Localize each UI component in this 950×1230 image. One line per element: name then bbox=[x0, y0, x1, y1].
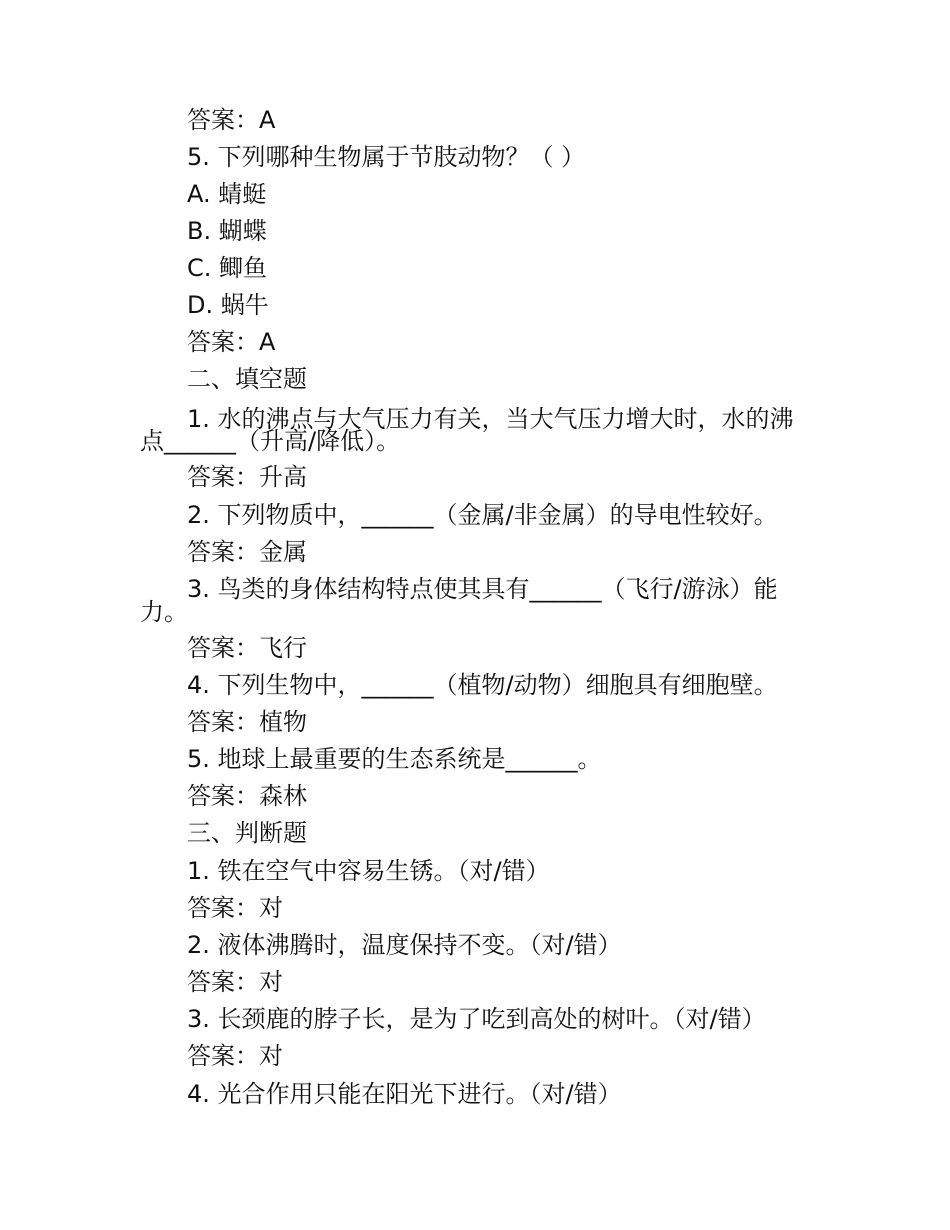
answer-line: 答案：飞行 bbox=[187, 634, 307, 662]
option-line: B. 蝴蝶 bbox=[187, 217, 267, 245]
answer-line: 答案：升高 bbox=[187, 463, 307, 491]
question-line: 3. 长颈鹿的脖子长，是为了吃到高处的树叶。（对/错） bbox=[187, 1005, 766, 1033]
answer-line: 答案：对 bbox=[187, 894, 283, 922]
answer-line: 答案：植物 bbox=[187, 708, 307, 736]
answer-line: 答案：对 bbox=[187, 1042, 283, 1070]
question-line: 1. 水的沸点与大气压力有关，当大气压力增大时，水的沸 bbox=[187, 405, 794, 433]
question-line: 5. 地球上最重要的生态系统是______。 bbox=[187, 745, 602, 773]
answer-line: 答案：森林 bbox=[187, 782, 307, 810]
question-line: 2. 液体沸腾时，温度保持不变。（对/错） bbox=[187, 931, 622, 959]
question-line: 2. 下列物质中，______（金属/非金属）的导电性较好。 bbox=[187, 501, 778, 529]
answer-line: 答案：A bbox=[187, 106, 276, 134]
option-line: A. 蜻蜓 bbox=[187, 180, 267, 208]
question-continuation: 点______（升高/降低）。 bbox=[140, 427, 401, 455]
answer-line: 答案：金属 bbox=[187, 538, 307, 566]
section-heading: 三、判断题 bbox=[187, 819, 307, 847]
question-line: 5. 下列哪种生物属于节肢动物？（ ） bbox=[187, 143, 586, 171]
question-line: 3. 鸟类的身体结构特点使其具有______（飞行/游泳）能 bbox=[187, 575, 778, 603]
question-continuation: 力。 bbox=[140, 598, 188, 626]
option-line: C. 鲫鱼 bbox=[187, 254, 268, 282]
answer-line: 答案：A bbox=[187, 328, 276, 356]
question-line: 4. 光合作用只能在阳光下进行。（对/错） bbox=[187, 1080, 622, 1108]
question-line: 1. 铁在空气中容易生锈。（对/错） bbox=[187, 857, 550, 885]
option-line: D. 蜗牛 bbox=[187, 291, 269, 319]
section-heading: 二、填空题 bbox=[187, 365, 307, 393]
answer-line: 答案：对 bbox=[187, 968, 283, 996]
question-line: 4. 下列生物中，______（植物/动物）细胞具有细胞壁。 bbox=[187, 671, 778, 699]
